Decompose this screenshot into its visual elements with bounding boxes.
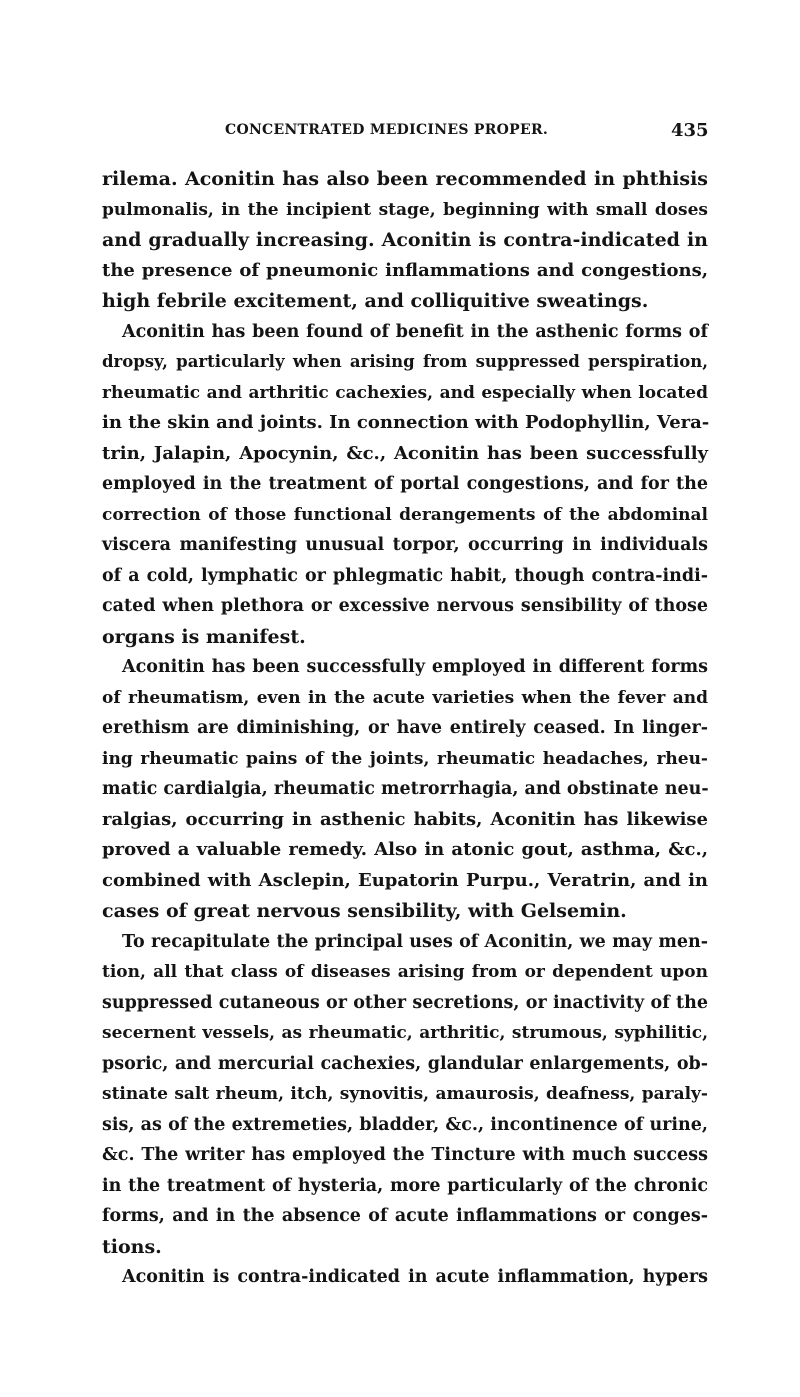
text-line: psoric, and mercurial cachexies, glandular enlargements, ob- [102, 1053, 708, 1074]
text-line: ralgias, occurring in asthenic habits, Aconitin has likewise [102, 808, 708, 830]
text-line: sis, as of the extremeties, bladder, &c., incontinence of urine, [102, 1114, 708, 1135]
paragraph-first-line: Aconitin has been found of benefit in the asthenic forms of [122, 321, 708, 342]
text-line: tion, all that class of diseases arising from or dependent upon [102, 962, 708, 982]
running-head-title: CONCENTRATED MEDICINES PROPER. [225, 122, 549, 138]
paragraph-first-line: Aconitin has been successfully employed in different forms [122, 657, 708, 677]
text-line: viscera manifesting unusual torpor, occurring in individuals [102, 535, 708, 555]
text-line: matic cardialgia, rheumatic metrorrhagia, and obstinate neu- [102, 779, 709, 799]
text-line: trin, Jalapin, Apocynin, &c., Aconitin has been successfully [102, 442, 708, 464]
body-text [102, 164, 708, 1293]
text-line: secernent vessels, as rheumatic, arthritic, strumous, syphilitic, [102, 1023, 708, 1043]
text-line: dropsy, particularly when arising from suppressed perspiration, [102, 352, 708, 371]
running-head [0, 120, 800, 146]
text-line: of rheumatism, even in the acute varieties when the fever and [102, 687, 708, 708]
text-line: employed in the treatment of portal congestions, and for the [102, 474, 708, 494]
paragraph-first-line: Aconitin is contra-indicated in acute inflammation, hypers [122, 1267, 708, 1287]
text-line: in the skin and joints. In connection with Podophyllin, Vera- [102, 412, 710, 433]
text-line: &c. The writer has employed the Tincture with much success [102, 1145, 708, 1165]
text-line: rheumatic and arthritic cachexies, and especially when located [102, 382, 708, 403]
text-line: suppressed cutaneous or other secretions, or inactivity of the [102, 992, 708, 1013]
paragraph-first-line: To recapitulate the principal uses of Aconitin, we may men- [122, 931, 708, 952]
text-line: ing rheumatic pains of the joints, rheumatic headaches, rheu- [102, 748, 708, 769]
text-line: stinate salt rheum, itch, synovitis, amaurosis, deafness, paraly- [102, 1084, 708, 1104]
text-line: the presence of pneumonic inflammations and congestions, [102, 259, 708, 281]
text-line: of a cold, lymphatic or phlegmatic habit, though contra-indi- [102, 565, 708, 586]
text-line: organs is manifest. [102, 625, 306, 648]
text-line: proved a valuable remedy. Also in atonic gout, asthma, &c., [102, 839, 708, 860]
text-line: cases of great nervous sensibility, with Gelsemin. [102, 900, 627, 922]
text-line: correction of those functional derangements of the abdominal [102, 504, 708, 525]
text-line: in the treatment of hysteria, more particularly of the chronic [102, 1175, 708, 1196]
text-line: combined with Asclepin, Eupatorin Purpu., Veratrin, and in [102, 869, 708, 891]
text-line: erethism are diminishing, or have entirely ceased. In linger- [102, 718, 708, 738]
text-line: high febrile excitement, and colliquitive sweatings. [102, 290, 649, 312]
page-number: 435 [671, 120, 709, 141]
text-line: rilema. Aconitin has also been recommended in phthisis [102, 168, 708, 190]
text-line: cated when plethora or excessive nervous sensibility of those [102, 596, 708, 616]
text-line: pulmonalis, in the incipient stage, beginning with small doses [102, 199, 708, 220]
text-line: tions. [102, 1235, 162, 1258]
text-line: forms, and in the absence of acute inflammations or conges- [102, 1206, 708, 1226]
text-line: and gradually increasing. Aconitin is contra-indicated in [102, 229, 708, 251]
